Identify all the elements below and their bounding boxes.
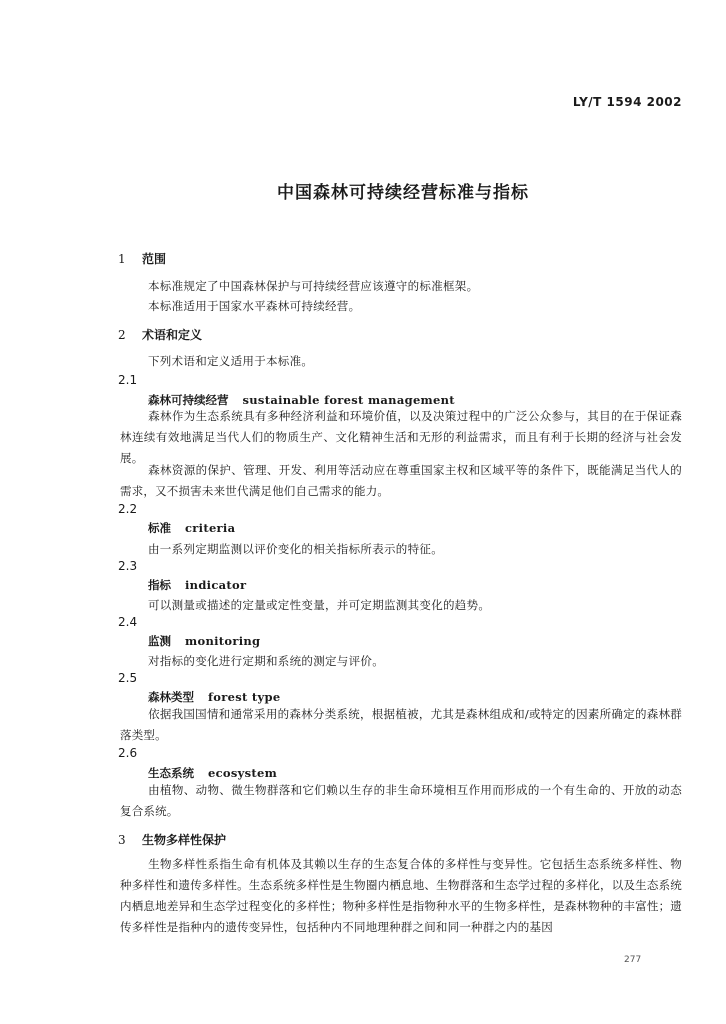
term-entry [148,577,246,593]
term-zh: 生态系统 [148,766,194,780]
clause-number: 2.5 [118,671,138,685]
definition-text: 由一系列定期监测以评价变化的相关指标所表示的特征。 [148,542,443,556]
section-heading-biodiversity [118,831,226,848]
section-paragraph [120,854,682,938]
page-title: 中国森林可持续经营标准与指标 [277,183,529,203]
standard-code: LY/T 1594 2002 [572,95,682,109]
definition-text: 森林作为生态系统具有多种经济利益和环境价值，以及决策过程中的广泛公众参与，其目的在于保证森林连续有效地满足当代人们的物质生产、文化精神生活和无形的利益需求，而且有利于长期的经济与社会发展。 [120,409,682,465]
clause-number: 2.4 [118,615,138,629]
paragraph: 本标准规定了中国森林保护与可持续经营应该遵守的标准框架。 [148,279,479,293]
section-title: 术语和定义 [142,328,203,342]
clause-number: 2.6 [118,746,138,760]
definition-paragraph [120,780,682,822]
term-en: forest type [208,690,281,704]
term-zh: 指标 [148,578,171,592]
page-number: 277 [624,955,642,965]
clause-number: 2.2 [118,502,138,516]
section-title: 生物多样性保护 [142,833,227,847]
section-number: 2 [118,328,126,342]
section-number: 1 [118,252,126,266]
definition-paragraph [120,460,682,502]
section-number: 3 [118,833,126,847]
term-entry [148,520,235,536]
term-zh: 监测 [148,634,171,648]
term-en: ecosystem [208,766,278,780]
term-en: criteria [185,521,236,535]
paragraph: 本标准适用于国家水平森林可持续经营。 [148,299,361,313]
section-title: 范围 [142,252,167,266]
definition-text: 对指标的变化进行定期和系统的测定与评价。 [148,654,384,668]
definition-text: 森林资源的保护、管理、开发、利用等活动应在尊重国家主权和区域平等的条件下，既能满足当代人的需求，又不损害未来世代满足他们自己需求的能力。 [120,463,682,498]
term-en: monitoring [185,634,261,648]
term-entry [148,633,260,649]
definition-paragraph [120,704,682,746]
definition-text: 可以测量或描述的定量或定性变量，并可定期监测其变化的趋势。 [148,598,491,612]
term-zh: 标准 [148,521,171,535]
term-en: indicator [185,578,247,592]
term-entry [148,689,280,705]
clause-number: 2.1 [118,373,138,387]
paragraph-text: 生物多样性系指生命有机体及其赖以生存的生态复合体的多样性与变异性。它包括生态系统多样性、物种多样性和遗传多样性。生态系统多样性是生物圈内栖息地、生物群落和生态学过程的多样化，以及生态系统内栖息地差异和生态学过程变化的多样性；物种多样性是指物种水平的生物多样性，是森林物种的丰富性；遗传多样性是指种内的遗传变异性，包括种内不同地理种群之间和同一种群之内的基因 [120,857,682,934]
paragraph: 下列术语和定义适用于本标准。 [148,354,314,368]
section-heading-scope [118,250,166,267]
definition-text: 依据我国国情和通常采用的森林分类系统，根据植被，尤其是森林组成和/或特定的因素所确定的森林群落类型。 [120,707,682,742]
term-en: sustainable forest management [242,393,455,407]
clause-number: 2.3 [118,559,138,573]
term-zh: 森林可持续经营 [148,393,229,407]
section-heading-terms [118,326,202,343]
definition-text: 由植物、动物、微生物群落和它们赖以生存的非生命环境相互作用而形成的一个有生命的、开放的动态复合系统。 [120,783,682,818]
term-zh: 森林类型 [148,690,194,704]
term-entry [148,765,277,781]
